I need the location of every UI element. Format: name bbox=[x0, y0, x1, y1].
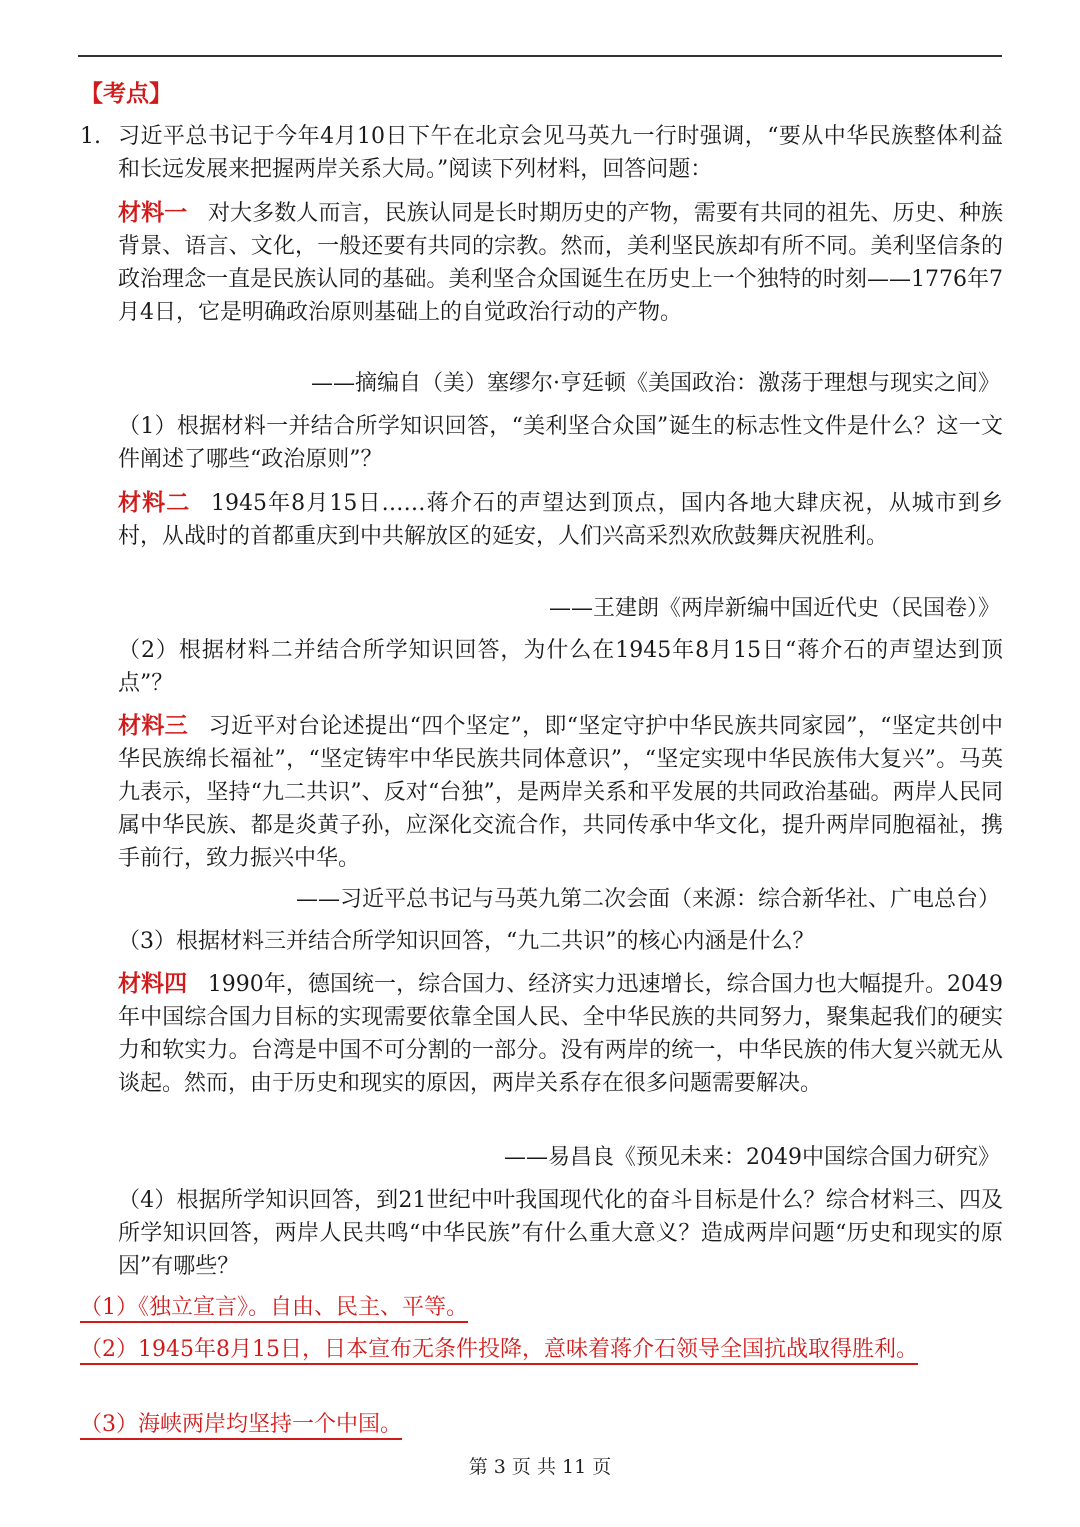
page-footer: 第 3 页 共 11 页 bbox=[468, 1456, 612, 1478]
material-3-label: 材料三 bbox=[118, 712, 188, 739]
material-3-source: ——习近平总书记与马英九第二次会面（来源：综合新华社、广电总台） bbox=[295, 887, 1000, 912]
question-4: （4）根据所学知识回答，到21世纪中叶我国现代化的奋斗目标是什么？综合材料三、四及所学知识回答，两岸人民共鸣“中华民族”有什么重大意义？造成两岸问题“历史和现实的原因”有哪些？ bbox=[118, 1188, 1003, 1279]
answer-1: （1）《独立宣言》。自由、民主、平等。 bbox=[80, 1291, 1005, 1324]
question-2: （2）根据材料二并结合所学知识回答，为什么在1945年8月15日“蒋介石的声望达到顶点”？ bbox=[118, 638, 1003, 696]
answer-3: （3）海峡两岸均坚持一个中国。 bbox=[80, 1408, 1005, 1441]
header-rule bbox=[78, 55, 1002, 57]
material-3-text: 习近平对台论述提出“四个坚定”，即“坚定守护中华民族共同家园”，“坚定共创中华民族绵长福祉”，“坚定铸牢中华民族共同体意识”，“坚定实现中华民族伟大复兴”。马英九表示，坚持“九二共识”、反对“台独”，是两岸关系和平发展的共同政治基础。两岸人民同属中华民族、都是炎黄子孙，应深化交流合作，共同传承中华文化，提升两岸同胞福祉，携手前行，致力振兴中华。 bbox=[118, 714, 1003, 871]
material-4-label: 材料四 bbox=[118, 970, 188, 997]
material-4-source: ——易昌良《预见未来：2049中国综合国力研究》 bbox=[504, 1145, 1000, 1170]
material-3 bbox=[118, 709, 1003, 875]
question-1: （1）根据材料一并结合所学知识回答，“美利坚合众国”诞生的标志性文件是什么？这一文件阐述了哪些“政治原则”？ bbox=[118, 414, 1003, 472]
question-3: （3）根据材料三并结合所学知识回答，“九二共识”的核心内涵是什么？ bbox=[118, 929, 815, 954]
material-2-text: 1945年8月15日……蒋介石的声望达到顶点，国内各地大肆庆祝，从城市到乡村，从战时的首都重庆到中共解放区的延安，人们兴高采烈欢欣鼓舞庆祝胜利。 bbox=[118, 491, 1004, 549]
material-2-source: ——王建朗《两岸新编中国近代史（民国卷）》 bbox=[548, 596, 1000, 621]
material-4-text: 1990年，德国统一，综合国力、经济实力迅速增长，综合国力也大幅提升。2049年中国综合国力目标的实现需要依靠全国人民、全中华民族的共同努力，聚集起我们的硬实力和软实力。台湾是中国不可分割的一部分。没有两岸的统一，中华民族的伟大复兴就无从谈起。然而，由于历史和现实的原因，两岸关系存在很多问题需要解决。 bbox=[118, 972, 1004, 1096]
answer-2: （2）1945年8月15日，日本宣布无条件投降，意味着蒋介石领导全国抗战取得胜利。 bbox=[80, 1333, 1005, 1366]
section-heading: 【考点】 bbox=[80, 80, 172, 107]
question-number: 1. bbox=[80, 124, 101, 149]
material-4 bbox=[118, 967, 1003, 1100]
material-1 bbox=[118, 196, 1003, 329]
material-1-source: ——摘编自（美）塞缪尔·亨廷顿《美国政治：激荡于理想与现实之间》 bbox=[311, 371, 1000, 396]
material-2 bbox=[118, 486, 1003, 553]
material-1-text: 对大多数人而言，民族认同是长时期历史的产物，需要有共同的祖先、历史、种族背景、语言、文化，一般还要有共同的宗教。然而，美利坚民族却有所不同。美利坚信条的政治理念一直是民族认同的基础。美利坚合众国诞生在历史上一个独特的时刻——1776年7月4日，它是明确政治原则基础上的自觉政治行动的产物。 bbox=[118, 201, 1003, 325]
material-1-label: 材料一 bbox=[118, 199, 188, 226]
material-2-label: 材料二 bbox=[118, 489, 191, 516]
question-intro: 习近平总书记于今年4月10日下午在北京会见马英九一行时强调，“要从中华民族整体利益和长远发展来把握两岸关系大局。”阅读下列材料，回答问题： bbox=[118, 124, 1003, 182]
